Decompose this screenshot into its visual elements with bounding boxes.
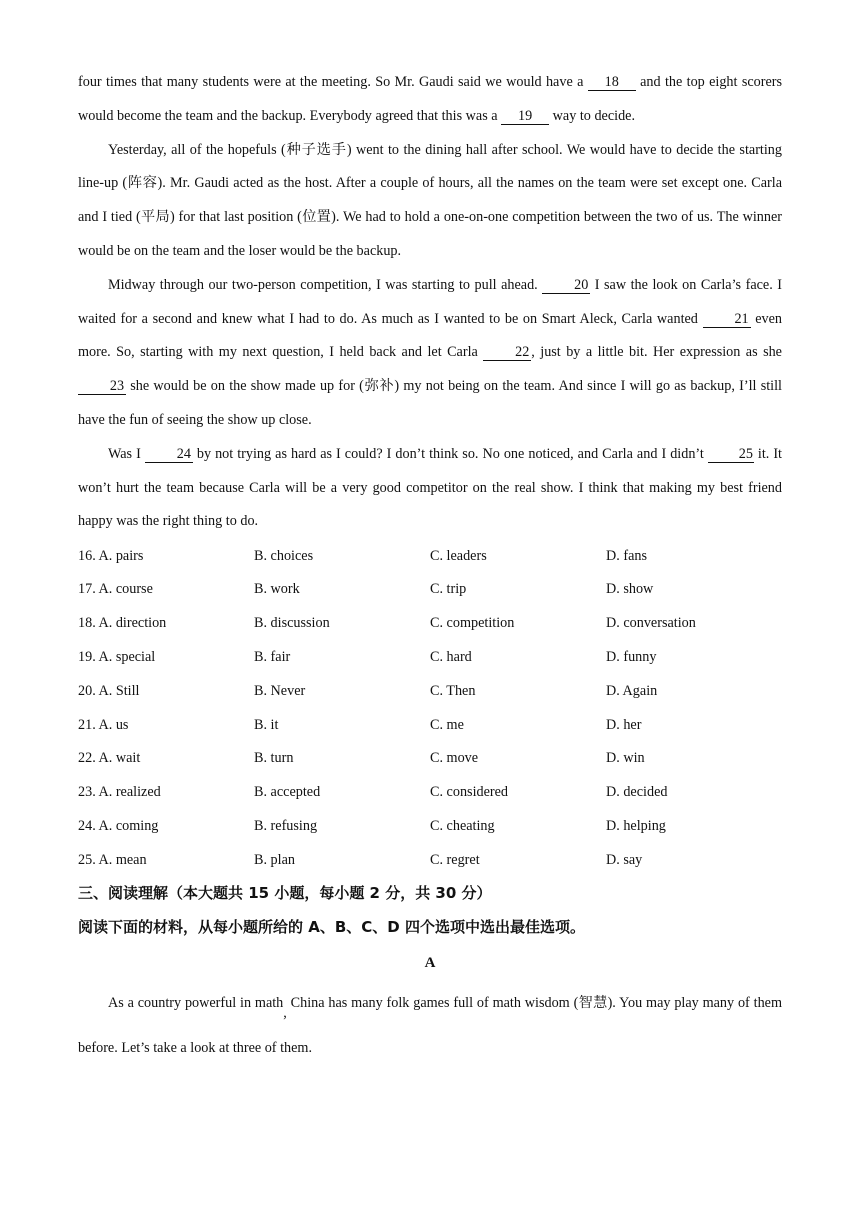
option-a: 20. A. Still [78, 682, 140, 699]
option-d: D. funny [606, 648, 657, 665]
text-run: she would be on the show made up for (弥补) my not being on the team. And since I will go as backup, I’ll still have the fun of seeing the show up close. [78, 378, 782, 428]
option-d: D. Again [606, 682, 658, 699]
text-run: way to decide. [549, 107, 636, 124]
option-c: C. leaders [430, 547, 487, 564]
text-run: and the top eight scorers would become the team and the backup. Everybody agreed that this was a [78, 74, 783, 124]
option-c: C. cheating [430, 817, 495, 834]
option-a: 23. A. realized [78, 784, 161, 801]
question-row-20 [78, 674, 782, 708]
option-c: C. hard [430, 648, 472, 665]
option-a: 19. A. special [78, 648, 156, 665]
section-instruction: 阅读下面的材料，从每小题所给的 A、B、C、D 四个选项中选出最佳选项。 [78, 917, 585, 936]
passage-paragraph-4 [78, 438, 782, 539]
question-options-table [78, 539, 782, 877]
option-b: B. choices [254, 547, 314, 564]
option-b: B. turn [254, 750, 294, 767]
option-c: C. competition [430, 615, 515, 632]
option-b: B. fair [254, 648, 291, 665]
question-row-25 [78, 843, 782, 877]
question-row-19 [78, 641, 782, 675]
option-b: B. plan [254, 851, 295, 868]
question-row-24 [78, 810, 782, 844]
option-c: C. Then [430, 682, 476, 699]
passage-paragraph-2: Yesterday, all of the hopefuls (种子选手) went to the dining hall after school. We would have to decide the starting line-up (阵容). Mr. Gaudi acted as the host. After a couple of hours, all the names on the team were set except one. Carla and I tied (平局) for that last position (位置). We had to hold a one-on-one competition between the two of us. The winner would be on the team and the loser would be the backup. [78, 141, 782, 259]
question-row-16 [78, 539, 782, 573]
question-row-17 [78, 573, 782, 607]
option-d: D. say [606, 851, 643, 868]
question-row-22 [78, 742, 782, 776]
blank-21: 21 [703, 311, 751, 328]
text-run: Was I [108, 445, 145, 462]
blank-24: 24 [145, 446, 193, 463]
option-a: 17. A. course [78, 581, 153, 598]
option-b: B. discussion [254, 615, 330, 632]
option-d: D. helping [606, 817, 666, 834]
passage-label: A [424, 954, 436, 971]
option-c: C. move [430, 750, 479, 767]
option-b: B. refusing [254, 817, 318, 834]
text-run: Midway through our two-person competition, I was starting to pull ahead. [108, 276, 543, 293]
question-row-23 [78, 776, 782, 810]
option-c: C. me [430, 716, 464, 733]
blank-18: 18 [588, 74, 636, 91]
blank-25: 25 [708, 446, 754, 463]
question-row-21 [78, 708, 782, 742]
option-a: 16. A. pairs [78, 547, 144, 564]
document-page [78, 66, 782, 1071]
option-a: 21. A. us [78, 716, 129, 733]
option-a: 18. A. direction [78, 615, 167, 632]
option-a: 25. A. mean [78, 851, 147, 868]
blank-22: 22 [483, 344, 531, 361]
section-heading: 三、阅读理解（本大题共 15 小题，每小题 2 分，共 30 分） [78, 884, 492, 903]
blank-19: 19 [501, 108, 549, 125]
option-a: 24. A. coming [78, 817, 159, 834]
text-run: China has many folk games full of math wisdom (智慧). You may play many of them before. Let’s take a look at three of them. [78, 994, 782, 1056]
option-d: D. decided [606, 784, 668, 801]
text-run: , just by a little bit. Her expression as she [531, 344, 782, 361]
option-d: D. fans [606, 547, 647, 564]
text-run: by not trying as hard as I could? I don’t think so. No one noticed, and Carla and I didn’t [192, 445, 708, 462]
option-c: C. trip [430, 581, 467, 598]
question-row-18 [78, 607, 782, 641]
option-c: C. regret [430, 851, 480, 868]
option-b: B. Never [254, 682, 306, 699]
option-d: D. her [606, 716, 642, 733]
text-run: As a country powerful in math [108, 994, 284, 1011]
text-run: it. It won’t hurt the team because Carla will be a very good competitor on the real show. I think that making my best friend happy was the right thing to do. [78, 445, 783, 530]
option-d: D. show [606, 581, 654, 598]
passage-paragraph-1 [78, 66, 782, 134]
text-run: four times that many students were at the meeting. So Mr. Gaudi said we would have a [78, 74, 588, 90]
blank-20: 20 [542, 277, 590, 294]
text-run: I saw the look on Carla’s face. I waited for a second and knew what I had to do. As much as I wanted to be on Smart Aleck, Carla wanted [78, 276, 782, 327]
option-c: C. considered [430, 784, 509, 801]
option-d: D. win [606, 750, 645, 767]
option-a: 22. A. wait [78, 750, 141, 767]
option-d: D. conversation [606, 615, 696, 632]
passage-paragraph-3 [78, 269, 782, 438]
comma-mark: , [283, 1004, 287, 1021]
blank-23: 23 [78, 378, 126, 395]
option-b: B. work [254, 581, 300, 598]
text-run: even more. So, starting with my next question, I held back and let Carla [78, 310, 782, 361]
option-b: B. it [254, 716, 279, 733]
option-b: B. accepted [254, 784, 321, 801]
passage-a-intro [78, 981, 782, 1071]
